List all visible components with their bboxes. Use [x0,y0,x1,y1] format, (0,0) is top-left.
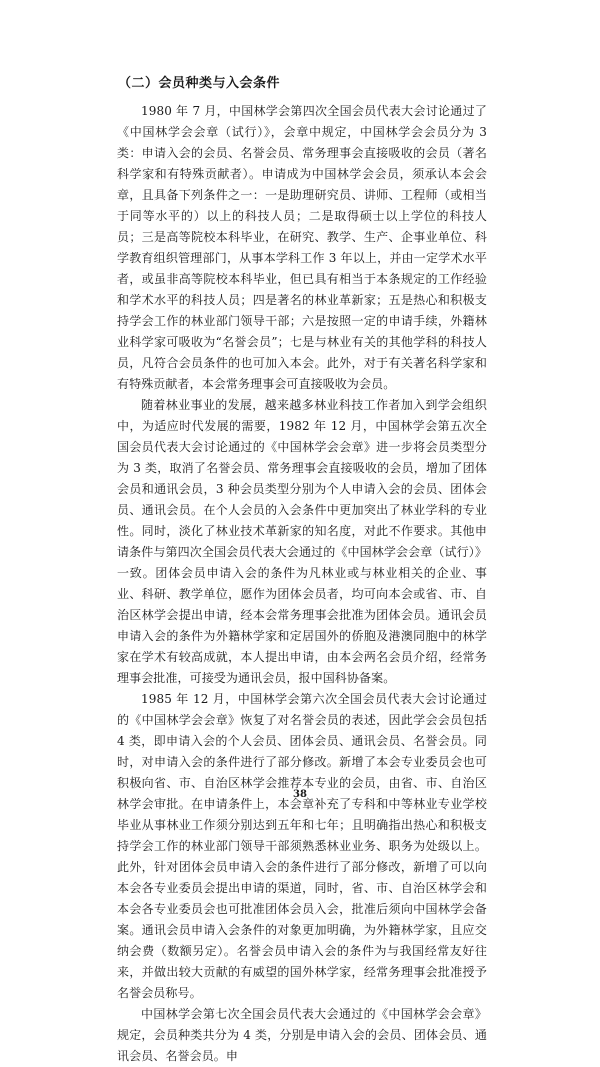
paragraph-1982-charter: 随着林业事业的发展，越来越多林业科技工作者加入到学会组织中，为适应时代发展的需要，1982 年 12 月，中国林学会第五次全国会员代表大会讨论通过的《中国林学会会章》进一步将会员类型分为 3 类，取消了名誉会员、常务理事会直接吸收的会员，增加了团体会员和通讯会员，3 种会员类型分别为个人申请入会的会员、团体会员、通讯会员。在个人会员的入会条件中更加突出了林业学科的专业性。同时，淡化了林业技术革新家的知名度，对此不作要求。其他申请条件与第四次全国会员代表大会通过的《中国林学会会章（试行）》一致。团体会员申请入会的条件为凡林业或与林业相关的企业、事业、科研、教学单位，愿作为团体会员者，均可向本会或省、市、自治区林学会提出申请，经本会常务理事会批准为团体会员。通讯会员申请入会的条件为外籍林学家和定居国外的侨胞及港澳同胞中的林学家在学术有较高成就，本人提出申请，由本会两名会员介绍，经常务理事会批准，可接受为通讯会员，报中国科协备案。 [117,398,487,685]
body-text [117,101,487,1067]
section-heading: （二）会员种类与入会条件 [118,76,281,91]
paragraph-1980-charter: 1980 年 7 月，中国林学会第四次全国会员代表大会讨论通过了《中国林学会会章（试行）》，会章中规定，中国林学会会员分为 3 类：申请入会的会员、名誉会员、常务理事会直接吸收的会员（著名科学家和有特殊贡献者）。申请成为中国林学会会员，须承认本会会章，且具备下列条件之一：一是助理研究员、讲师、工程师（或相当于同等水平的）以上的科技人员；二是取得硕士以上学位的科技人员；三是高等院校本科毕业，在研究、教学、生产、企事业单位、科学教育组织管理部门，从事本学科工作 3 年以上，并由一定学术水平者，或虽非高等院校本科毕业，但已具有相当于本条规定的工作经验和学术水平的科技人员；四是著名的林业革新家；五是热心和积极支持学会工作的林业部门领导干部；六是按照一定的申请手续，外籍林业科学家可吸收为“名誉会员”；七是与林业有关的其他学科的科技人员，凡符合会员条件的也可加入本会。此外，对于有关著名科学家和有特殊贡献者，本会常务理事会可直接吸收为会员。 [117,104,487,391]
paragraph-1985-charter: 1985 年 12 月，中国林学会第六次全国会员代表大会讨论通过的《中国林学会会章》恢复了对名誉会员的表述，因此学会会员包括 4 类，即申请入会的个人会员、团体会员、通讯会员、名誉会员。同时，对申请入会的条件进行了部分修改。新增了本会专业委员会也可积极向省、市、自治区林学会推荐本专业的会员，由省、市、自治区林学会审批。在申请条件上，本会章补充了专科和中等林业专业学校毕业从事林业工作须分别达到五年和七年；且明确指出热心和积极支持学会工作的林业部门领导干部须熟悉林业业务、职务为处级以上。此外，针对团体会员申请入会的条件进行了部分修改，新增了可以向本会各专业委员会提出申请的渠道，同时，省、市、自治区林学会和本会各专业委员会也可批准团体会员入会，批准后须向中国林学会备案。通讯会员申请入会条件的对象更加明确，为外籍林学家，且应交纳会费（数额另定）。名誉会员申请入会的条件为与我国经常友好往来，并做出较大贡献的有威望的国外林学家，经常务理事会批准授予名誉会员称号。 [117,692,487,1000]
paragraph-seventh-congress: 中国林学会第七次全国会员代表大会通过的《中国林学会会章》规定，会员种类共分为 4 类，分别是申请入会的会员、团体会员、通讯会员、名誉会员。申 [117,1007,487,1063]
page-number: 38 [293,789,307,800]
